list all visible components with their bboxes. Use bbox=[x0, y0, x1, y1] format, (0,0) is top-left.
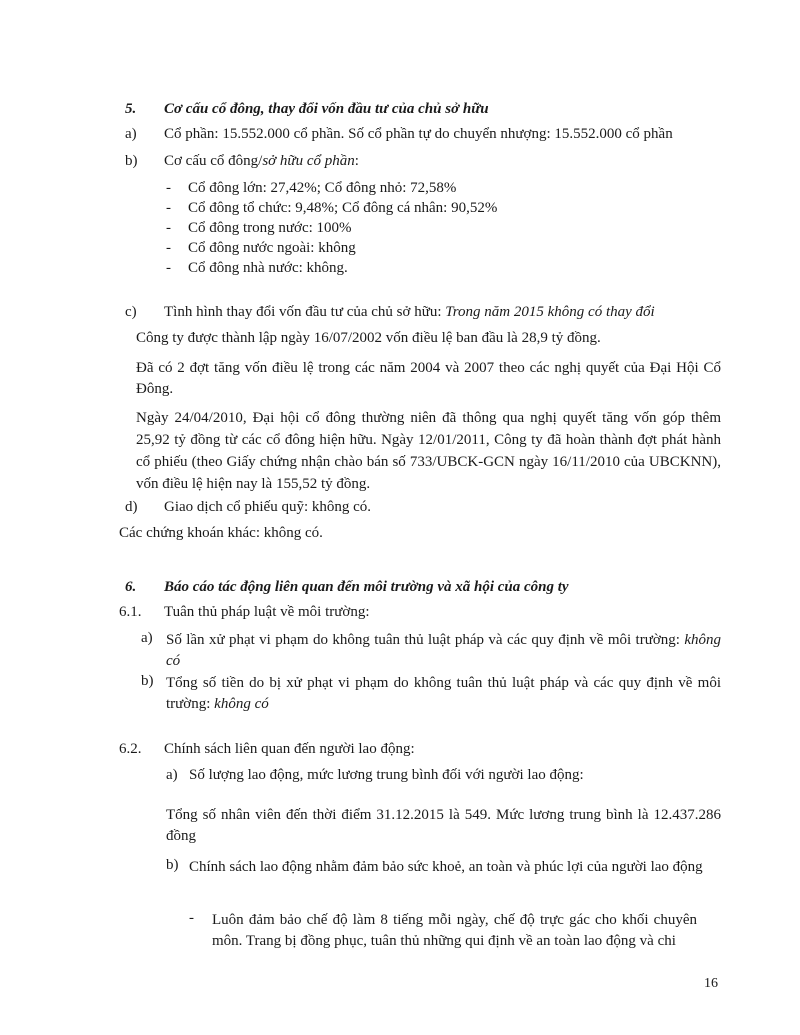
list-item bbox=[166, 178, 497, 198]
s62-b-text: Chính sách lao động nhằm đảm bảo sức khoẻ, an toàn và phúc lợi của người lao động bbox=[189, 859, 703, 875]
item-a-text: Cổ phần: 15.552.000 cổ phần. Số cổ phần tự do chuyển nhượng: 15.552.000 cổ phần bbox=[164, 126, 673, 142]
section-6-number: 6. bbox=[125, 579, 137, 595]
other-securities: Các chứng khoán khác: không có. bbox=[119, 525, 323, 541]
paragraph-capital-2010: Ngày 24/04/2010, Đại hội cổ đông thường niên đã thông qua nghị quyết tăng vốn góp thêm 25,92 tỷ đồng từ các cổ đông hiện hữu. Ngày 12/01/2011, Công ty đã hoàn thành đợt phát hành cổ phiếu (theo Giấy chứng nhận chào bán số 733/UBCK-GCN ngày 16/11/2010 của UBCKNN), vốn điều lệ hiện nay là 155,52 tỷ đồng. bbox=[136, 410, 721, 492]
bullet-text: Cổ đông tổ chức: 9,48%; Cổ đông cá nhân: 90,52% bbox=[188, 200, 498, 216]
item-a-label: a) bbox=[125, 126, 137, 142]
s61-b-text: Tổng số tiền do bị xử phạt vi phạm do không tuân thủ luật pháp và các quy định về môi trường: bbox=[166, 675, 721, 712]
s61-b-italic: không có bbox=[214, 696, 269, 712]
s62-a-paragraph: Tổng số nhân viên đến thời điểm 31.12.2015 là 549. Mức lương trung bình là 12.437.286 đồng bbox=[166, 807, 721, 844]
s61-a-italic: không có bbox=[166, 632, 721, 669]
list-item bbox=[166, 198, 497, 218]
item-b-label: b) bbox=[125, 153, 138, 169]
dash-marker: - bbox=[166, 180, 171, 196]
bullet-list bbox=[166, 178, 497, 278]
list-item bbox=[166, 218, 497, 238]
section-5-title: Cơ cấu cổ đông, thay đổi vốn đầu tư của chủ sở hữu bbox=[164, 101, 489, 117]
paragraph-founding: Công ty được thành lập ngày 16/07/2002 vốn điều lệ ban đầu là 28,9 tỷ đồng. bbox=[136, 330, 601, 346]
paragraph-capital-increases: Đã có 2 đợt tăng vốn điều lệ trong các năm 2004 và 2007 theo các nghị quyết của Đại Hội Cổ Đông. bbox=[136, 360, 721, 397]
item-d-label: d) bbox=[125, 499, 138, 515]
bullet-text: Cổ đông lớn: 27,42%; Cổ đông nhỏ: 72,58% bbox=[188, 180, 457, 196]
bullet-text: Cổ đông nhà nước: không. bbox=[188, 260, 348, 276]
dash-marker: - bbox=[166, 260, 171, 276]
s61-b-label: b) bbox=[141, 673, 154, 689]
item-d-text: Giao dịch cổ phiếu quỹ: không có. bbox=[164, 499, 372, 515]
s61-a-text: Số lần xử phạt vi phạm do không tuân thủ luật pháp và các quy định về môi trường: bbox=[166, 632, 685, 648]
dash-marker: - bbox=[166, 240, 171, 256]
subsection-6-2-title: Chính sách liên quan đến người lao động: bbox=[164, 741, 415, 757]
list-item bbox=[166, 258, 497, 278]
item-b-text: Cơ cấu cổ đông/ bbox=[164, 153, 263, 169]
subsection-6-1-number: 6.1. bbox=[119, 604, 142, 620]
section-5-number: 5. bbox=[125, 101, 137, 117]
dash-marker: - bbox=[166, 200, 171, 216]
s62-a-text: Số lượng lao động, mức lương trung bình đối với người lao động: bbox=[189, 767, 584, 783]
item-b-italic: sở hữu cổ phần bbox=[262, 153, 355, 169]
list-item bbox=[166, 238, 497, 258]
s61-b-paragraph bbox=[166, 673, 721, 715]
s62-b-label: b) bbox=[166, 857, 179, 873]
section-6-title: Báo cáo tác động liên quan đến môi trường và xã hội của công ty bbox=[164, 579, 569, 595]
s61-a-label: a) bbox=[141, 630, 153, 646]
bullet-text: Cổ đông nước ngoài: không bbox=[188, 240, 356, 256]
item-c-label: c) bbox=[125, 304, 137, 320]
page-number: 16 bbox=[704, 976, 718, 991]
bullet-text: Cổ đông trong nước: 100% bbox=[188, 220, 352, 236]
subsection-6-2-number: 6.2. bbox=[119, 741, 142, 757]
subsection-6-1-title: Tuân thủ pháp luật về môi trường: bbox=[164, 604, 370, 620]
dash-marker: - bbox=[166, 220, 171, 236]
item-c-text: Tình hình thay đổi vốn đầu tư của chủ sở hữu: bbox=[164, 304, 446, 320]
item-c-line bbox=[164, 304, 655, 321]
item-c-italic: Trong năm 2015 không có thay đổi bbox=[445, 304, 655, 320]
s62-b-dash-marker: - bbox=[189, 910, 194, 926]
s61-a-paragraph bbox=[166, 630, 721, 672]
item-b-colon: : bbox=[354, 153, 359, 169]
s62-b-bullet-text: Luôn đảm bảo chế độ làm 8 tiếng mỗi ngày, chế độ trực gác cho khối chuyên môn. Trang bị đồng phục, tuân thủ những qui định về an toàn lao động và chi bbox=[212, 912, 697, 949]
item-b-line bbox=[164, 153, 359, 170]
s62-a-label: a) bbox=[166, 767, 178, 783]
